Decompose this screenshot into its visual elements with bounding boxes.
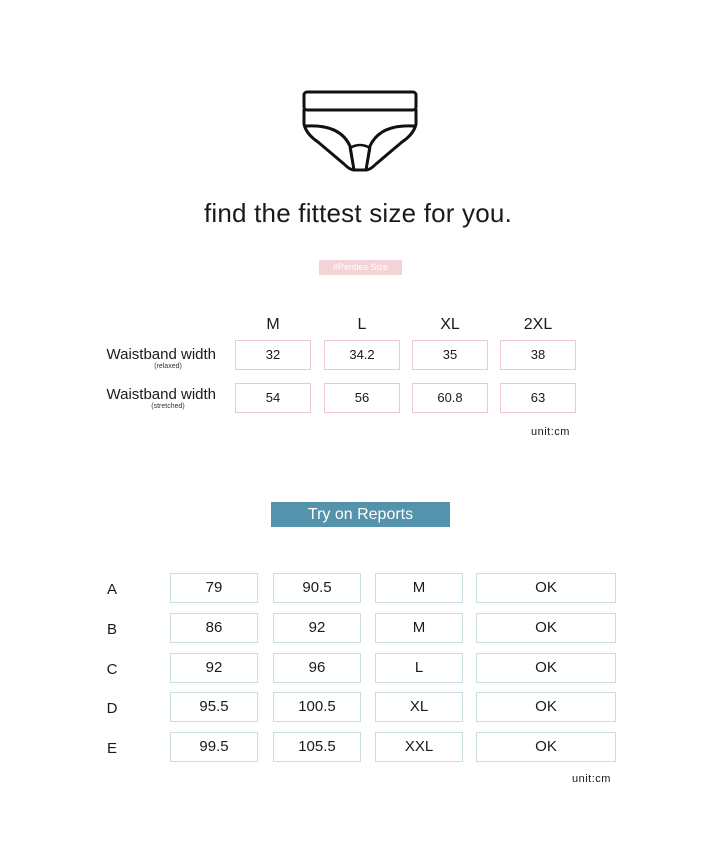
size-cell: 60.8 bbox=[412, 383, 488, 413]
headline: find the fittest size for you. bbox=[203, 198, 513, 228]
size-unit-label: unit:cm bbox=[531, 426, 570, 438]
size-header-m: M bbox=[266, 316, 280, 333]
report-cell: L bbox=[375, 653, 463, 683]
size-cell: 35 bbox=[412, 340, 488, 370]
report-cell: OK bbox=[476, 613, 616, 643]
report-row-label: B bbox=[106, 621, 117, 638]
report-cell: M bbox=[375, 613, 463, 643]
report-cell: OK bbox=[476, 732, 616, 762]
row-sublabel: (stretched) bbox=[151, 403, 185, 410]
size-cell: 32 bbox=[235, 340, 311, 370]
report-cell: 92 bbox=[170, 653, 258, 683]
report-cell: 90.5 bbox=[273, 573, 361, 603]
report-cell: 100.5 bbox=[273, 692, 361, 722]
report-row-label: A bbox=[106, 581, 117, 598]
report-cell: 79 bbox=[170, 573, 258, 603]
size-cell: 63 bbox=[500, 383, 576, 413]
report-row-label: D bbox=[106, 700, 118, 717]
report-cell: XL bbox=[375, 692, 463, 722]
report-cell: 92 bbox=[273, 613, 361, 643]
size-cell: 34.2 bbox=[324, 340, 400, 370]
row-label-relaxed bbox=[80, 347, 216, 371]
report-row-label: E bbox=[106, 740, 117, 757]
size-header-l: L bbox=[357, 316, 367, 333]
row-sublabel: (relaxed) bbox=[154, 363, 182, 370]
report-cell: 99.5 bbox=[170, 732, 258, 762]
size-tag: #Penties Size bbox=[319, 260, 402, 275]
row-label-stretched bbox=[80, 387, 216, 411]
reports-banner: Try on Reports bbox=[271, 502, 450, 527]
report-cell: OK bbox=[476, 653, 616, 683]
size-cell: 38 bbox=[500, 340, 576, 370]
panties-icon bbox=[300, 86, 420, 176]
size-header-2xl: 2XL bbox=[523, 316, 553, 333]
size-cell: 56 bbox=[324, 383, 400, 413]
report-cell: OK bbox=[476, 573, 616, 603]
report-cell: M bbox=[375, 573, 463, 603]
row-label-text: Waistband width bbox=[106, 386, 216, 403]
report-cell: 95.5 bbox=[170, 692, 258, 722]
size-cell: 54 bbox=[235, 383, 311, 413]
report-cell: XXL bbox=[375, 732, 463, 762]
report-cell: OK bbox=[476, 692, 616, 722]
report-cell: 96 bbox=[273, 653, 361, 683]
report-unit-label: unit:cm bbox=[572, 773, 611, 785]
report-row-label: C bbox=[106, 661, 118, 678]
report-cell: 105.5 bbox=[273, 732, 361, 762]
size-header-xl: XL bbox=[440, 316, 460, 333]
row-label-text: Waistband width bbox=[106, 346, 216, 363]
report-cell: 86 bbox=[170, 613, 258, 643]
